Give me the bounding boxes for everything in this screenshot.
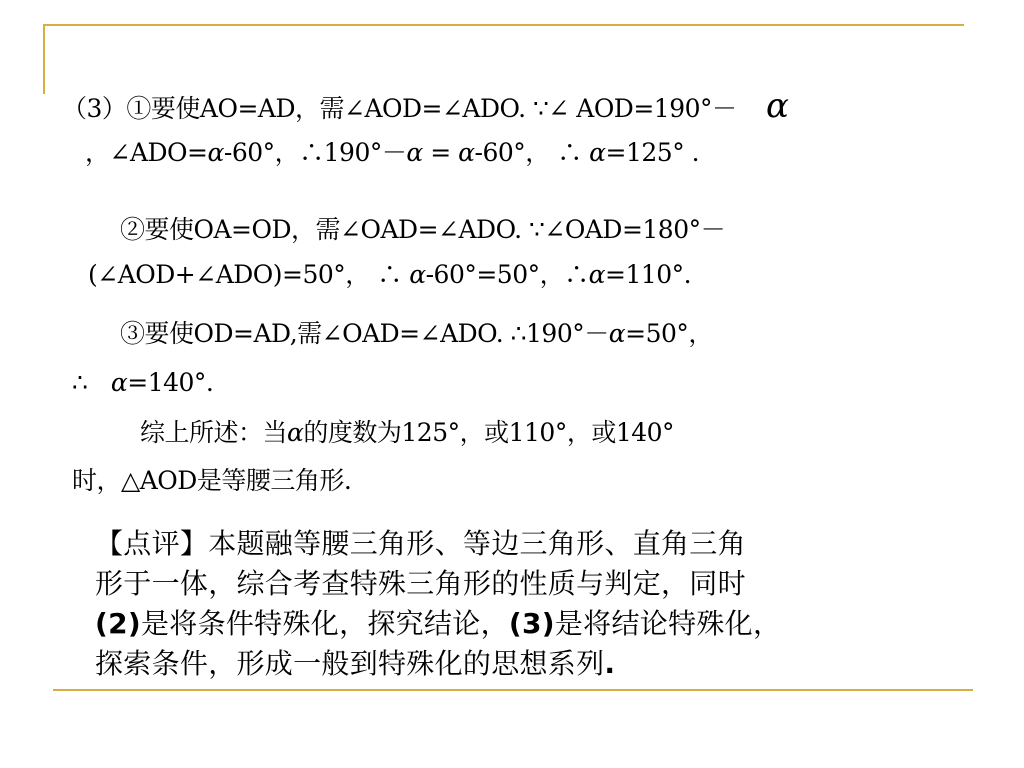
review-line1 bbox=[95, 524, 746, 564]
review-line2-text: 形于一体，综合考查特殊三角形的性质与判定，同时 bbox=[95, 567, 746, 600]
summary-line2-text: 时，△AOD是等腰三角形. bbox=[72, 466, 352, 495]
alpha-symbol: α bbox=[110, 368, 128, 397]
case3-line1 bbox=[120, 318, 713, 350]
review-line3-text-a: 是将条件特殊化，探究结论， bbox=[140, 607, 509, 640]
case2-line1-text: ②要使OA=OD，需∠OAD=∠ADO. ∵∠OAD=180°－ bbox=[120, 215, 726, 244]
review-line3-part-label: (2) bbox=[95, 607, 141, 640]
case1-line1 bbox=[62, 86, 789, 126]
summary-line1-text-b: 的度数为125°，或110°，或140° bbox=[303, 418, 675, 447]
case3-line2 bbox=[72, 367, 213, 399]
case1-line2-text-b: -60°，∴190°－ bbox=[223, 138, 407, 167]
case1-line2-text-a: ，∠ADO= bbox=[85, 138, 208, 167]
case1-line2 bbox=[85, 137, 699, 169]
alpha-symbol: α bbox=[608, 319, 626, 348]
case2-line1 bbox=[120, 214, 725, 246]
top-rule bbox=[43, 24, 964, 26]
review-line4-period: . bbox=[604, 647, 616, 680]
review-line2 bbox=[95, 564, 746, 604]
review-line3-text-b: 是将结论特殊化， bbox=[554, 607, 782, 640]
case1-line2-text-c: = bbox=[422, 138, 459, 167]
case2-line2-text-b: -60°=50°，∴ bbox=[425, 260, 589, 289]
review-line4 bbox=[95, 644, 615, 684]
case2-line2-text-c: =110°. bbox=[605, 260, 692, 289]
case3-line1-text-b: =50°， bbox=[625, 319, 713, 348]
alpha-symbol: α bbox=[589, 138, 606, 167]
summary-line1 bbox=[140, 417, 674, 449]
left-rule bbox=[43, 24, 45, 94]
review-line4-text: 探索条件，形成一般到特殊化的思想系列 bbox=[95, 647, 605, 680]
alpha-symbol: α bbox=[458, 138, 475, 167]
case2-line2 bbox=[88, 259, 691, 291]
alpha-symbol: α bbox=[765, 86, 789, 126]
case3-line1-text-a: ③要使OD=AD,需∠OAD=∠ADO. ∴190°－ bbox=[120, 319, 609, 348]
case3-line2-text-a: ∴ bbox=[72, 368, 95, 397]
alpha-symbol: α bbox=[207, 138, 224, 167]
bottom-rule bbox=[53, 689, 973, 691]
alpha-symbol: α bbox=[406, 138, 423, 167]
case1-line1-text: （3）①要使AO=AD，需∠AOD=∠ADO. ∵∠ AOD=190°－ bbox=[62, 94, 744, 123]
review-line3 bbox=[95, 604, 781, 644]
alpha-symbol: α bbox=[287, 418, 304, 447]
summary-line1-text-a: 综上所述：当 bbox=[140, 418, 288, 447]
case2-line2-text-a: (∠AOD+∠ADO)=50°， ∴ bbox=[88, 260, 410, 289]
review-line3-part-label: (3) bbox=[508, 607, 555, 640]
alpha-symbol: α bbox=[588, 260, 606, 289]
case1-line2-text-e: =125° . bbox=[605, 138, 700, 167]
review-line1-text: 【点评】本题融等腰三角形、等边三角形、直角三角 bbox=[95, 527, 746, 560]
summary-line2 bbox=[72, 465, 351, 497]
alpha-symbol: α bbox=[409, 260, 426, 289]
case1-line2-text-d: -60°， ∴ bbox=[474, 138, 590, 167]
case3-line2-text-b: =140°. bbox=[127, 368, 214, 397]
